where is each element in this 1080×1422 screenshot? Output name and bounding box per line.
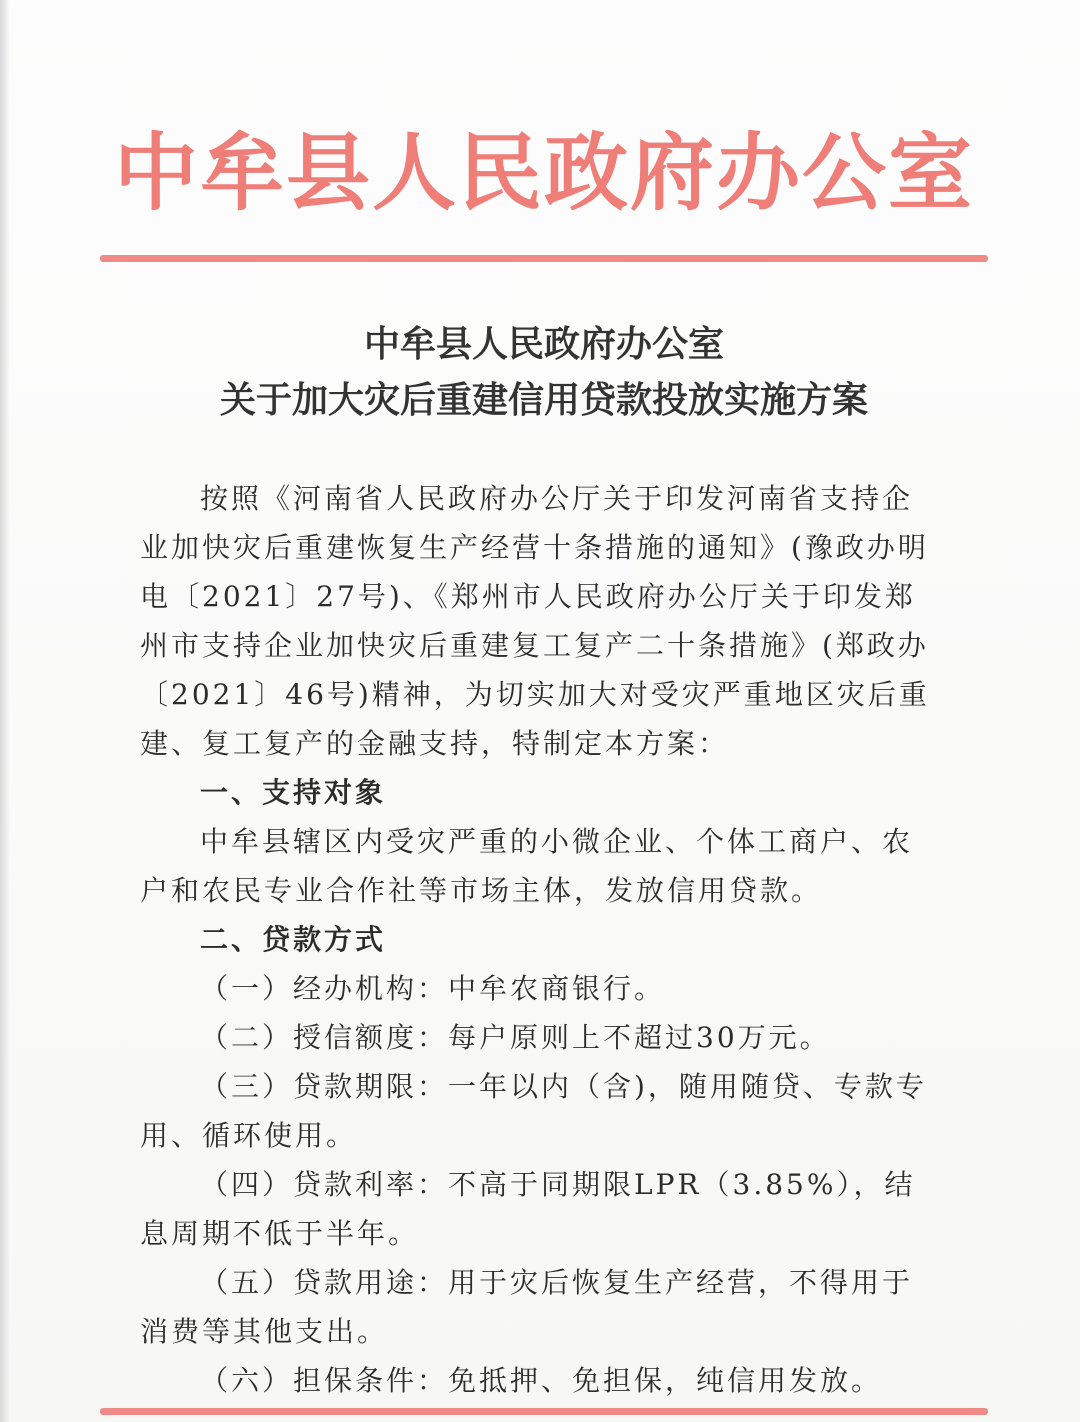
section2-heading: 二、贷款方式: [200, 923, 387, 956]
letterhead-red-rule: [100, 255, 988, 262]
section2-item: （五）贷款用途：用于灾后恢复生产经营，不得用于消费等其他支出。: [140, 1266, 914, 1348]
document-title-line2: 关于加大灾后重建信用贷款投放实施方案: [219, 380, 868, 421]
section2-item: （二）授信额度：每户原则上不超过30万元。: [200, 1021, 831, 1054]
section1-paragraph: 中牟县辖区内受灾严重的小微企业、个体工商户、农户和农民专业合作社等市场主体，发放信用贷款。: [140, 825, 914, 907]
section2-item: （一）经办机构：中牟农商银行。: [200, 972, 666, 1005]
letterhead-title: 中牟县人民政府办公室: [113, 123, 974, 222]
page-edge-shadow: [0, 0, 10, 1422]
footer-red-rule: [100, 1408, 988, 1415]
intro-paragraph: 按照《河南省人民政府办公厅关于印发河南省支持企业加快灾后重建恢复生产经营十条措施的通知》(豫政办明电〔2021〕27号)、《郑州市人民政府办公厅关于印发郑州市支持企业加快灾后重建复工复产二十条措施》(郑政办〔2021〕46号)精神，为切实加大对受灾严重地区灾后重建、复工复产的金融支持，特制定本方案：: [140, 482, 930, 760]
section1-heading: 一、支持对象: [200, 776, 387, 809]
document-title-line1: 中牟县人民政府办公室: [363, 324, 724, 365]
section2-item: （四）贷款利率：不高于同期限LPR（3.85%），结息周期不低于半年。: [140, 1168, 916, 1250]
section2-item: （六）担保条件：免抵押、免担保，纯信用发放。: [200, 1364, 883, 1397]
section2-item: （三）贷款期限：一年以内（含)，随用随贷、专款专用、循环使用。: [140, 1070, 927, 1152]
document-body: [140, 474, 940, 1405]
